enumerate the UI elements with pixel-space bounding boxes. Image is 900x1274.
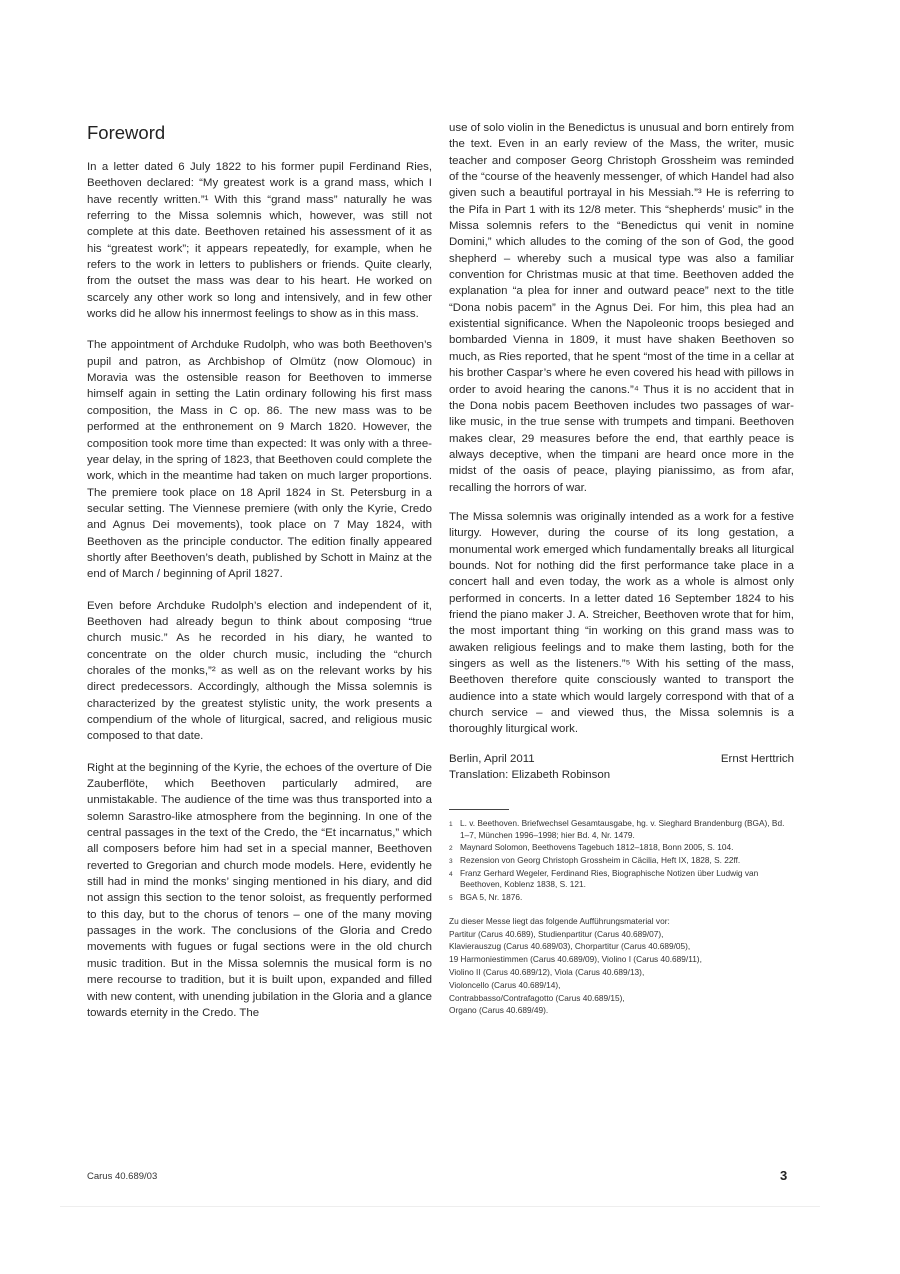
footnote-text: Maynard Solomon, Beethovens Tagebuch 1812–1818, Bonn 2005, S. 104. [460, 841, 734, 852]
paragraph: In a letter dated 6 July 1822 to his former pupil Ferdinand Ries, Beethoven declared: “My greatest work is a grand mass, which I have recently written.”¹ With this “grand mass” naturally he was referring to the Missa solemnis which, however, was still not complete at this date. Beethoven retained his assessment of it as his “greatest work”; it appears repeatedly, for example, when he refers to the work in letters to publishers or friends. Quite clearly, from the outset the mass was dear to his heart. He worked on scarcely any other work so long and intensively, and in few other works did he allow his innermost feelings to show as in this mass. [87, 161, 432, 321]
footnote-number: 3 [449, 858, 453, 866]
material-line: 19 Harmoniestimmen (Carus 40.689/09), Violino I (Carus 40.689/11), [449, 954, 702, 965]
material-line: Organo (Carus 40.689/49). [449, 1005, 549, 1016]
material-line: Contrabbasso/Contrafagotto (Carus 40.689/15), [449, 992, 625, 1003]
footnote [449, 818, 794, 840]
signature-line [449, 751, 794, 767]
performance-material-list [449, 915, 794, 1017]
paragraph: The Missa solemnis was originally intended as a work for a festive liturgy. However, during the course of its long gestation, a monumental work emerged which fundamentally breaks all liturgical bounds. Not for nothing did the first performance take place in a concert hall and even today, the work as a whole is almost only performed in concerts. In a letter dated 16 September 1824 to his friend the piano maker J. A. Streicher, Beethoven wrote that for him, the most important thing “in working on this grand mass was to awaken religious feelings and to make them lasting, both for the singers as well as the listeners.”⁵ With his setting of the mass, Beethoven therefore quite consciously wanted to transport the audience into a state which would largely correspond with that of a church service – and viewed thus, the Missa solemnis is a thoroughly liturgical work. [449, 510, 794, 736]
footnote-text: Rezension von Georg Christoph Grossheim in Cäcilia, Heft IX, 1828, S. 22ff. [460, 855, 741, 866]
left-column [87, 118, 432, 1036]
author-name: Ernst Herttrich [720, 752, 794, 765]
page-title: Foreword [87, 122, 166, 143]
right-column [449, 120, 794, 1017]
footnote-number: 2 [449, 844, 453, 852]
footnote-text: L. v. Beethoven. Briefwechsel Gesamtausgabe, hg. v. Sieghard Brandenburg (BGA), Bd. 1–7, München 1996–1998; hier Bd. 4, Nr. 1479. [460, 818, 785, 840]
paragraph: The appointment of Archduke Rudolph, who was both Beethoven’s pupil and patron, as Archbishop of Olmütz (now Olomouc) in Moravia was the ostensible reason for Beethoven to immerse himself again in setting the Latin ordinary following his first mass composition, the Mass in C op. 86. The new mass was to be performed at the enthronement on 9 March 1820. However, the composition took more time than expected: It was only with a three-year delay, in the spring of 1823, that Beethoven could complete the work, which in the meantime had taken on much larger proportions. The premiere took place on 18 April 1824 in St. Petersburg in a secular setting. The Viennese premiere (with only the Kyrie, Credo and Agnus Dei movements), took place on 7 May 1824, with Beethoven as the principle conductor. The edition finally appeared shortly after Beethoven’s death, published by Schott in Mainz at the end of March / beginning of April 1827. [87, 339, 432, 581]
material-line: Violoncello (Carus 40.689/14), [449, 979, 561, 990]
footnote-number: 4 [449, 871, 453, 879]
paragraph: use of solo violin in the Benedictus is unusual and born entirely from the text. Even in an early review of the Mass, the writer, music teacher and composer Georg Christoph Grossheim was reminded of the “course of the heavenly messenger, of which Handel had also given such a beautiful portrayal in his Messiah.”³ He is referring to the Pifa in Part 1 with its 12/8 meter. This “shepherds’ music” in the Missa solemnis refers to the “Benedictus qui venit in nomine Domini,” which alludes to the coming of the son of God, the good shepherd – whereby such a musical type was also a familiar convention for Christmas music at that time. Beethoven added the explanation “a plea for inner and outward peace” next to the title “Dona nobis pacem” in the Agnus Dei. For him, this plea had an existential significance. When the Napoleonic troops besieged and bombarded Vienna in 1809, it must have shaken Beethoven so much, as Ries reported, that he spent “most of the time in a cellar at his brother Caspar’s where he even covered his head with pillows in order to avoid hearing the canons.”⁴ Thus it is no accident that in the Dona nobis pacem Beethoven includes two passages of war-like music, in the true sense with trumpets and timpani. Beethoven makes clear, 29 measures before the end, that earthly peace is always deceptive, when the timpani are heard once more in the midst of the oasis of peace, playing pianissimo, as from afar, recalling the horrors of war. [449, 122, 794, 494]
translation-credit: Translation: Elizabeth Robinson [449, 769, 611, 782]
footnote-text: Franz Gerhard Wegeler, Ferdinand Ries, Biographische Notizen über Ludwig van Beethoven, Koblenz 1838, S. 121. [460, 868, 759, 890]
material-line: Zu dieser Messe liegt das folgende Aufführungsmaterial vor: [449, 915, 670, 926]
footnote-number: 1 [449, 821, 453, 829]
footnote-divider [449, 809, 509, 810]
footnote-text: BGA 5, Nr. 1876. [460, 891, 523, 902]
material-line: Violino II (Carus 40.689/12), Viola (Carus 40.689/13), [449, 967, 645, 978]
place-date: Berlin, April 2011 [449, 752, 535, 765]
paragraph: Even before Archduke Rudolph’s election and independent of it, Beethoven had already begun to think about composing “true church music.” As he recorded in his diary, he wanted to concentrate on the older church music, including the “church chorales of the monks,”² as well as on the relevant works by his direct predecessors. Accordingly, although the Missa solemnis is characterized by the greatest stylistic unity, the work presents a compendium of the whole of liturgical, sacred, and religious music composed to that date. [87, 599, 432, 743]
footnote [449, 892, 794, 904]
footnote [449, 855, 794, 867]
page-bottom-divider [60, 1206, 820, 1207]
material-line: Klavierauszug (Carus 40.689/03), Chorpartitur (Carus 40.689/05), [449, 941, 691, 952]
footnote [449, 868, 794, 890]
footnote-number: 5 [449, 894, 453, 902]
footnote [449, 842, 794, 854]
footer-catalog-number: Carus 40.689/03 [87, 1171, 158, 1182]
material-line: Partitur (Carus 40.689), Studienpartitur (Carus 40.689/07), [449, 928, 664, 939]
paragraph: Right at the beginning of the Kyrie, the echoes of the overture of Die Zauberflöte, which Beethoven particularly admired, are unmistakable. The audience of the time was thus transported into a solemn Sarastro-like atmosphere from the beginning. In one of the central passages in the text of the Credo, the “Et incarnatus,” which all composers before him had set in a special manner, Beethoven reverted to Gregorian and church mode models. Here, evidently he still had in mind the monks’ singing mentioned in his diary, and did not assign this section to the tenor soloist, as frequently performed to this day, but to the chorus of tenors – one of the many moving passages in the work. The conclusions of the Gloria and Credo movements with fugues or fugal sections were in the old church music tradition. But in the Missa solemnis the musical form is no mere recourse to tradition, but it is built upon, expanded and filled with new content, with unending jubilation in the Gloria and a glance towards eternity in the Credo. The [87, 761, 432, 1019]
page-number: 3 [780, 1168, 788, 1183]
